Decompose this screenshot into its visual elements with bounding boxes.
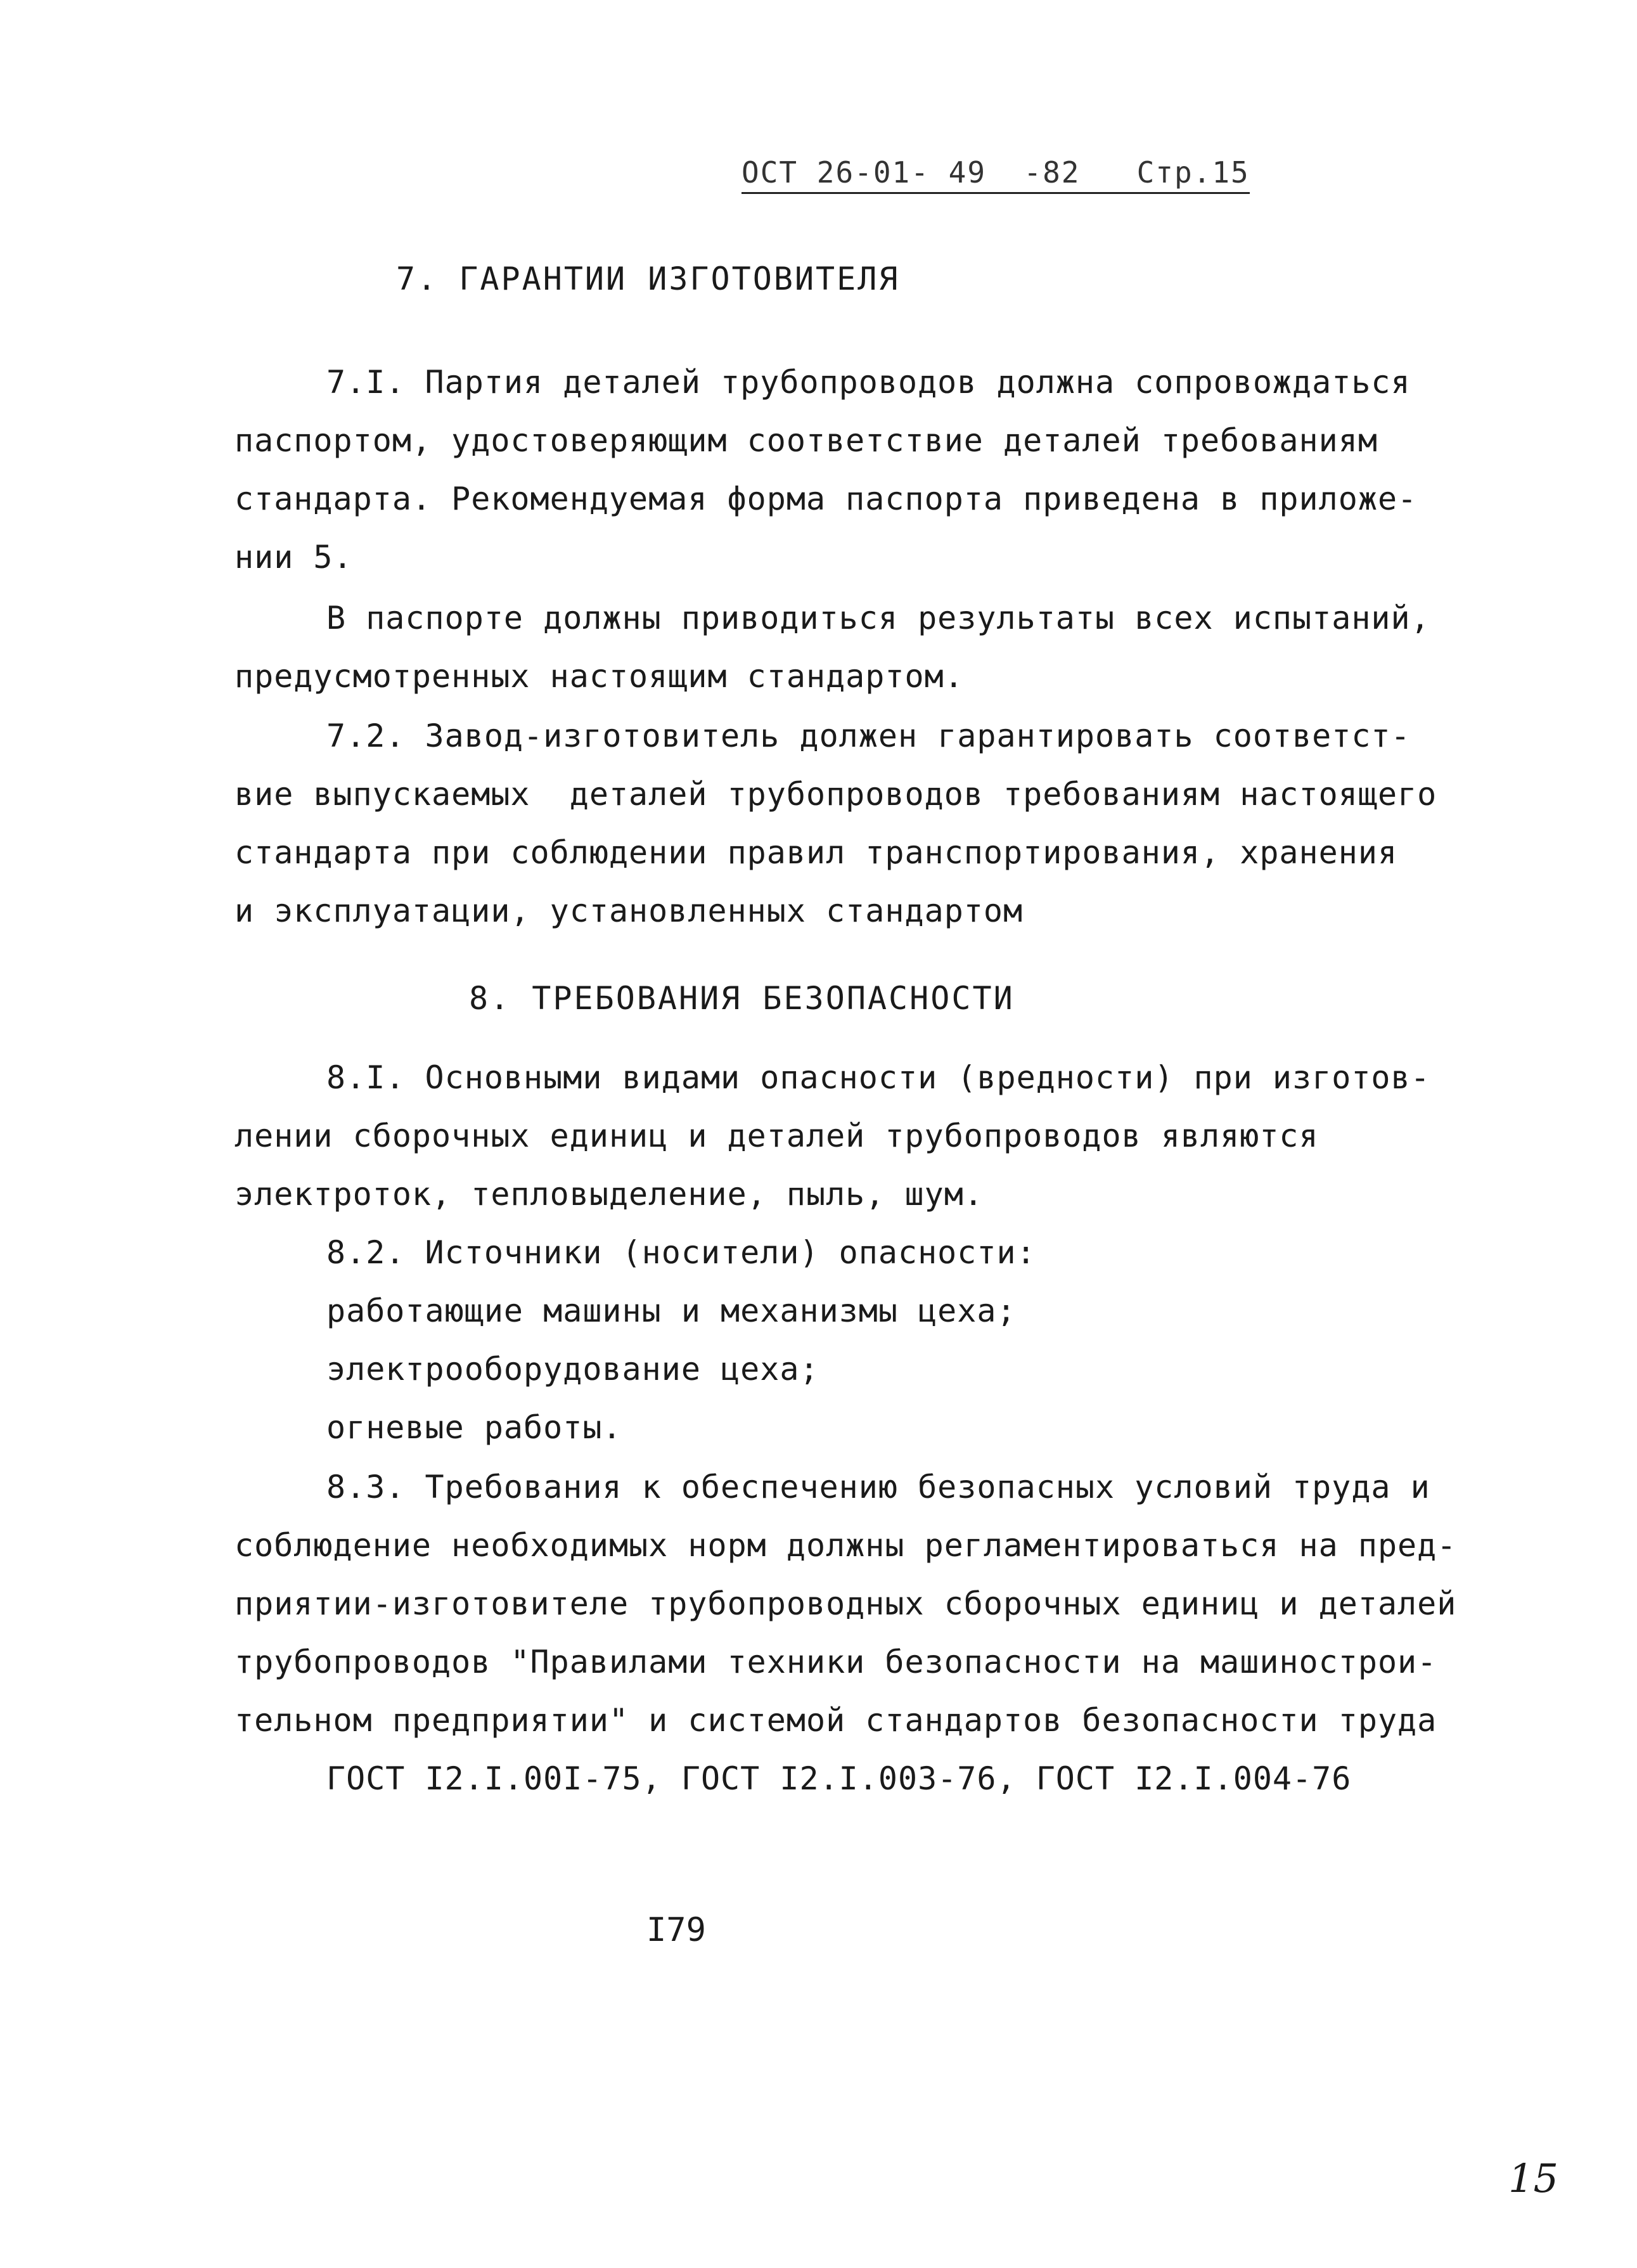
- document-header: ОСТ 26-01- 49 -82 Стр.15: [741, 155, 1250, 194]
- paragraph-line: электроток, тепловыделение, пыль, шум.: [234, 1176, 984, 1213]
- paragraph-line: соблюдение необходимых норм должны регламентироваться на пред-: [234, 1527, 1457, 1564]
- paragraph-line: стандарта при соблюдении правил транспортирования, хранения: [234, 834, 1398, 871]
- handwritten-sheet-number: 15: [1508, 2155, 1558, 2201]
- paragraph-line: 8.I. Основными видами опасности (вредности) при изготов-: [326, 1059, 1430, 1096]
- paragraph-line: 7.I. Партия деталей трубопроводов должна сопровождаться: [326, 364, 1411, 401]
- paragraph-line: тельном предприятии" и системой стандартов безопасности труда: [234, 1702, 1437, 1739]
- section-7-title: 7. ГАРАНТИИ ИЗГОТОВИТЕЛЯ: [396, 261, 900, 297]
- paragraph-line: трубопроводов "Правилами техники безопасности на машинострои-: [234, 1644, 1437, 1680]
- page-number: I79: [646, 1911, 706, 1949]
- paragraph-line: 7.2. Завод-изготовитель должен гарантировать соответст-: [326, 718, 1411, 754]
- paragraph-line: лении сборочных единиц и деталей трубопроводов являются: [234, 1118, 1319, 1154]
- paragraph-line: ГОСТ I2.I.00I-75, ГОСТ I2.I.003-76, ГОСТ I2.I.004-76: [326, 1760, 1352, 1797]
- paragraph-line: предусмотренных настоящим стандартом.: [234, 658, 964, 695]
- list-item: электрооборудование цеха;: [326, 1351, 819, 1388]
- paragraph-line: В паспорте должны приводиться результаты всех испытаний,: [326, 600, 1430, 636]
- paragraph-line: и эксплуатации, установленных стандартом: [234, 892, 1024, 929]
- list-item: огневые работы.: [326, 1409, 622, 1446]
- paragraph-line: стандарта. Рекомендуемая форма паспорта приведена в приложе-: [234, 480, 1418, 517]
- paragraph-line: нии 5.: [234, 539, 353, 576]
- paragraph-line: приятии-изготовителе трубопроводных сборочных единиц и деталей: [234, 1585, 1457, 1622]
- paragraph-line: вие выпускаемых деталей трубопроводов требованиям настоящего: [234, 776, 1437, 813]
- list-item: работающие машины и механизмы цеха;: [326, 1292, 1017, 1329]
- paragraph-line: 8.2. Источники (носители) опасности:: [326, 1234, 1036, 1271]
- paragraph-line: 8.3. Требования к обеспечению безопасных условий труда и: [326, 1469, 1430, 1505]
- section-8-title: 8. ТРЕБОВАНИЯ БЕЗОПАСНОСТИ: [469, 980, 1015, 1017]
- paragraph-line: паспортом, удостоверяющим соответствие деталей требованиям: [234, 422, 1378, 459]
